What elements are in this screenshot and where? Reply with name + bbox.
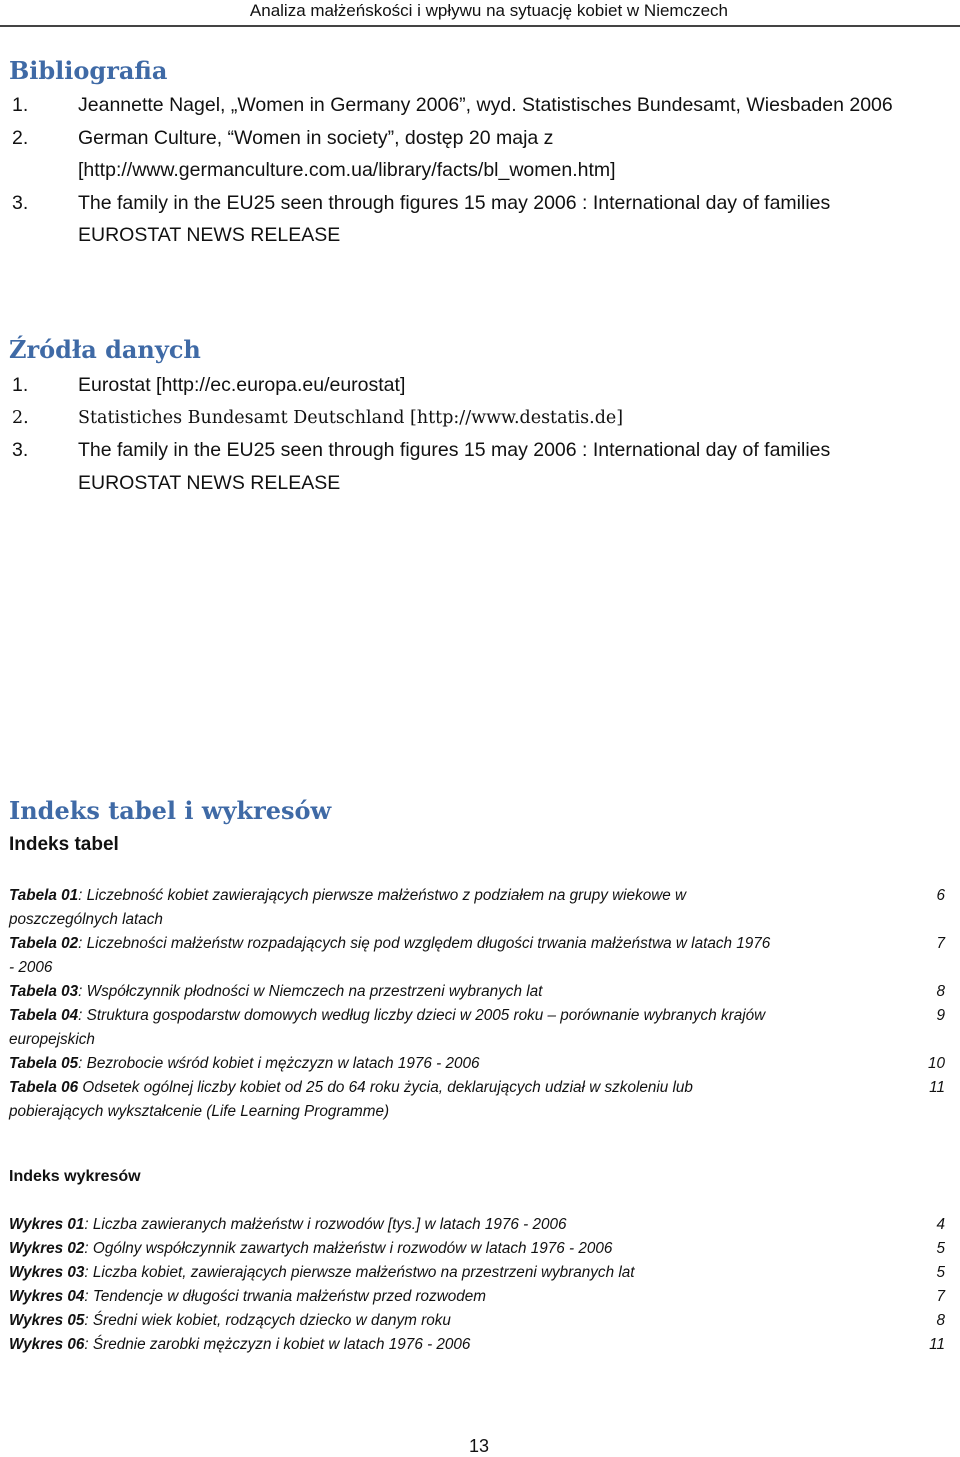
entry-text: Ogólny współczynnik zawartych małżeństw i rozwodów w latach 1976 - 2006 [88, 1240, 613, 1257]
entry-text: Średni wiek kobiet, rodzących dziecko w danym roku [88, 1312, 451, 1329]
entry-label: Wykres 06 [9, 1336, 85, 1353]
chart-index-entry[interactable]: Wykres 03: Liczba kobiet, zawierających pierwsze małżeństwo na przestrzeni wybranych lat 5 [9, 1261, 945, 1285]
list-item [0, 187, 918, 252]
data-sources-list [0, 369, 918, 499]
entry-label: Wykres 04 [9, 1288, 85, 1305]
table-index-entry[interactable]: Tabela 01: Liczebność kobiet zawierających pierwsze małżeństwo z podziałem na grupy wiekowe w poszczególnych latach 6 [9, 884, 945, 932]
bibliography-list [0, 89, 918, 252]
item-text: Jeannette Nagel, „Women in Germany 2006”, wyd. Statistisches Bundesamt, Wiesbaden 2006 [78, 94, 893, 116]
entry-text: Bezrobocie wśród kobiet i mężczyzn w latach 1976 - 2006 [82, 1055, 480, 1072]
entry-page: 5 [936, 1264, 945, 1281]
list-item [0, 122, 918, 187]
list-item [0, 369, 918, 402]
entry-text: Liczba kobiet, zawierających pierwsze małżeństwo na przestrzeni wybranych lat [88, 1264, 635, 1281]
running-header: Analiza małżeńskości i wpływu na sytuację kobiet w Niemczech [249, 1, 728, 20]
item-number: 2. [12, 126, 29, 149]
item-number: 1. [12, 374, 29, 396]
entry-label: Tabela 06 [9, 1079, 79, 1096]
entry-label: Tabela 05 [9, 1055, 79, 1072]
page-number: 13 [469, 1436, 490, 1456]
entry-page: 9 [936, 1007, 945, 1024]
chart-index-entry[interactable]: Wykres 01: Liczba zawieranych małżeństw i rozwodów [tys.] w latach 1976 - 2006 4 [9, 1213, 945, 1237]
entry-text: Liczebność kobiet zawierających pierwsze małżeństwo z podziałem na grupy wiekowe w poszczególnych latach [9, 887, 687, 928]
entry-text: Odsetek ogólnej liczby kobiet od 25 do 64 roku życia, deklarujących udział w szkoleniu lub pobierających wykształcenie (Life Learning Programme) [9, 1079, 693, 1120]
entry-page: 10 [927, 1055, 945, 1072]
entry-text: Struktura gospodarstw domowych według liczby dzieci w 2005 roku – porównanie wybranych krajów europejskich [9, 1007, 766, 1048]
entry-text: Współczynnik płodności w Niemczech na przestrzeni wybranych lat [82, 983, 543, 1000]
bibliography-heading: Bibliografia [9, 56, 168, 85]
item-number: 2. [12, 407, 29, 428]
table-index-entry[interactable]: Tabela 05: Bezrobocie wśród kobiet i mężczyzn w latach 1976 - 2006 10 [9, 1052, 945, 1076]
table-index-entry[interactable]: Tabela 03: Współczynnik płodności w Niemczech na przestrzeni wybranych lat 8 [9, 980, 945, 1004]
item-number: 1. [12, 94, 29, 116]
entry-page: 11 [929, 1336, 945, 1353]
item-number: 3. [12, 439, 29, 461]
item-text: Statistiches Bundesamt Deutschland [http://www.destatis.de] [78, 407, 624, 428]
entry-page: 4 [936, 1216, 945, 1233]
entry-label: Wykres 03 [9, 1264, 85, 1281]
header-rule [0, 25, 960, 27]
index-heading: Indeks tabel i wykresów [9, 796, 332, 825]
entry-label: Tabela 03 [9, 983, 79, 1000]
item-text: The family in the EU25 seen through figures 15 may 2006 : International day of families EUROSTAT NEWS RELEASE [78, 439, 831, 494]
entry-label: Wykres 01 [9, 1216, 85, 1233]
item-text: The family in the EU25 seen through figures 15 may 2006 : International day of families EUROSTAT NEWS RELEASE [78, 191, 831, 246]
chart-index-entry[interactable]: Wykres 04: Tendencje w długości trwania małżeństw przed rozwodem 7 [9, 1285, 945, 1309]
entry-text: Liczebności małżeństw rozpadających się pod względem długości trwania małżeństwa w latach 1976 - 2006 [9, 935, 771, 976]
entry-page: 7 [936, 1288, 945, 1305]
entry-page: 6 [936, 887, 945, 904]
entry-label: Tabela 02 [9, 935, 79, 952]
entry-text: Tendencje w długości trwania małżeństw przed rozwodem [88, 1288, 487, 1305]
entry-page: 7 [936, 935, 945, 952]
entry-page: 11 [929, 1079, 945, 1096]
item-text: German Culture, “Women in society”, dostęp 20 maja z [http://www.germanculture.com.ua/library/facts/bl_women.htm] [78, 126, 616, 181]
entry-label: Tabela 01 [9, 887, 79, 904]
list-item [0, 89, 918, 122]
table-index-entry[interactable]: Tabela 02: Liczebności małżeństw rozpadających się pod względem długości trwania małżeństwa w latach 1976 - 2006 7 [9, 932, 945, 980]
entry-text: Liczba zawieranych małżeństw i rozwodów [tys.] w latach 1976 - 2006 [88, 1216, 567, 1233]
entry-page: 8 [936, 1312, 945, 1329]
item-text: Eurostat [http://ec.europa.eu/eurostat] [78, 374, 406, 396]
tables-index-list [9, 884, 945, 1124]
entry-page: 8 [936, 983, 945, 1000]
chart-index-entry[interactable]: Wykres 05: Średni wiek kobiet, rodzących dziecko w danym roku 8 [9, 1309, 945, 1333]
entry-label: Tabela 04 [9, 1007, 79, 1024]
table-index-entry[interactable] [9, 1076, 945, 1124]
entry-text: Średnie zarobki mężczyzn i kobiet w latach 1976 - 2006 [88, 1336, 471, 1353]
entry-label: Wykres 05 [9, 1312, 85, 1329]
tables-index-heading: Indeks tabel [9, 834, 119, 855]
chart-index-entry[interactable]: Wykres 06: Średnie zarobki mężczyzn i kobiet w latach 1976 - 2006 11 [9, 1333, 945, 1357]
list-item [0, 434, 918, 499]
data-sources-heading: Źródła danych [9, 335, 201, 364]
item-number: 3. [12, 191, 29, 214]
entry-label: Wykres 02 [9, 1240, 85, 1257]
table-index-entry[interactable]: Tabela 04: Struktura gospodarstw domowych według liczby dzieci w 2005 roku – porównanie wybranych krajów europejskich 9 [9, 1004, 945, 1052]
list-item [0, 402, 918, 435]
charts-index-heading: Indeks wykresów [9, 1168, 141, 1185]
chart-index-entry[interactable]: Wykres 02: Ogólny współczynnik zawartych małżeństw i rozwodów w latach 1976 - 2006 5 [9, 1237, 945, 1261]
entry-page: 5 [936, 1240, 945, 1257]
charts-index-list [9, 1213, 945, 1357]
